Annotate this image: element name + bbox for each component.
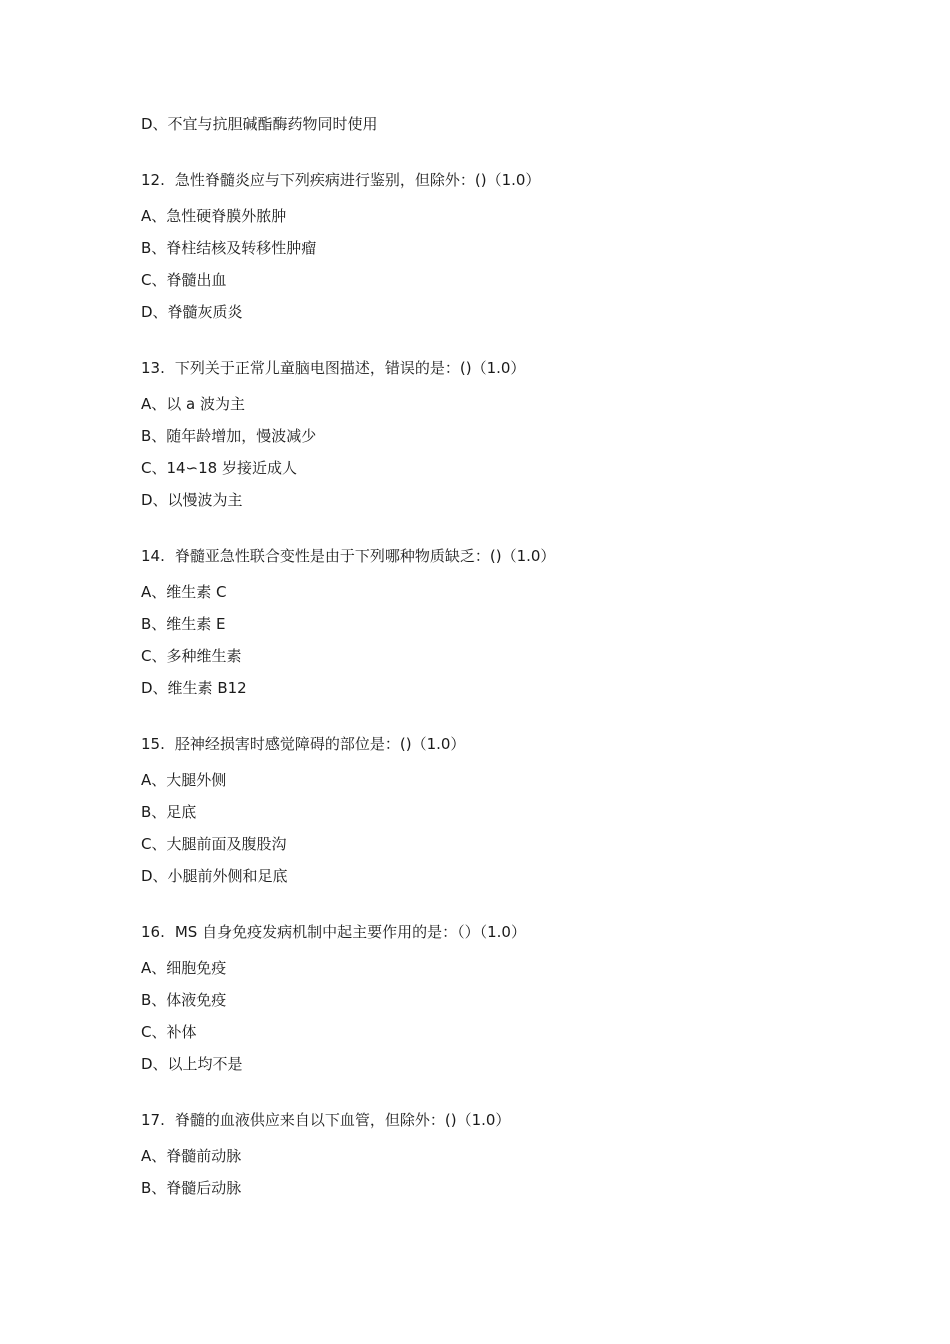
question-12	[141, 169, 841, 323]
option-a: A、维生素 C	[141, 583, 227, 601]
option-a: A、大腿外侧	[141, 771, 227, 789]
option-d: D、以上均不是	[141, 1055, 243, 1073]
question-17	[141, 1109, 841, 1199]
question-14	[141, 545, 841, 699]
question-number: 12.	[141, 171, 165, 189]
option-b: B、脊髓后动脉	[141, 1179, 242, 1197]
question-number: 17.	[141, 1111, 165, 1129]
question-title	[141, 357, 841, 379]
option-b: B、足底	[141, 803, 197, 821]
question-text: 胫神经损害时感觉障碍的部位是：()（1.0）	[174, 735, 466, 753]
option-a: A、细胞免疫	[141, 959, 227, 977]
question-16	[141, 921, 841, 1075]
option-c: C、脊髓出血	[141, 271, 227, 289]
option-a: A、脊髓前动脉	[141, 1147, 242, 1165]
question-number: 14.	[141, 547, 165, 565]
option-b: B、脊柱结核及转移性肿瘤	[141, 239, 317, 257]
question-title	[141, 733, 841, 755]
option-b: B、维生素 E	[141, 615, 226, 633]
option-c: C、补体	[141, 1023, 197, 1041]
option-b: B、随年龄增加，慢波减少	[141, 427, 317, 445]
question-title	[141, 169, 841, 191]
question-text: MS 自身免疫发病机制中起主要作用的是：（）（1.0）	[174, 923, 526, 941]
question-15	[141, 733, 841, 887]
question-13	[141, 357, 841, 511]
question-number: 16.	[141, 923, 165, 941]
option-c: C、大腿前面及腹股沟	[141, 835, 287, 853]
option-c: C、多种维生素	[141, 647, 242, 665]
question-text: 下列关于正常儿童脑电图描述，错误的是：()（1.0）	[174, 359, 526, 377]
option-d: D、以慢波为主	[141, 491, 243, 509]
question-title	[141, 1109, 841, 1131]
question-title	[141, 545, 841, 567]
option-a: A、急性硬脊膜外脓肿	[141, 207, 287, 225]
document-content	[141, 113, 841, 1233]
question-text: 脊髓亚急性联合变性是由于下列哪种物质缺乏：()（1.0）	[174, 547, 556, 565]
question-text: 脊髓的血液供应来自以下血管，但除外：()（1.0）	[174, 1111, 511, 1129]
question-number: 15.	[141, 735, 165, 753]
option-a: A、以 a 波为主	[141, 395, 245, 413]
question-text: 急性脊髓炎应与下列疾病进行鉴别，但除外：()（1.0）	[174, 171, 541, 189]
option-d: D、脊髓灰质炎	[141, 303, 243, 321]
question-title	[141, 921, 841, 943]
question-11-option-d: D、不宜与抗胆碱酯酶药物同时使用	[141, 115, 378, 133]
question-number: 13.	[141, 359, 165, 377]
option-d: D、维生素 B12	[141, 679, 247, 697]
option-d: D、小腿前外侧和足底	[141, 867, 288, 885]
option-c: C、14∽18 岁接近成人	[141, 459, 297, 477]
option-b: B、体液免疫	[141, 991, 227, 1009]
